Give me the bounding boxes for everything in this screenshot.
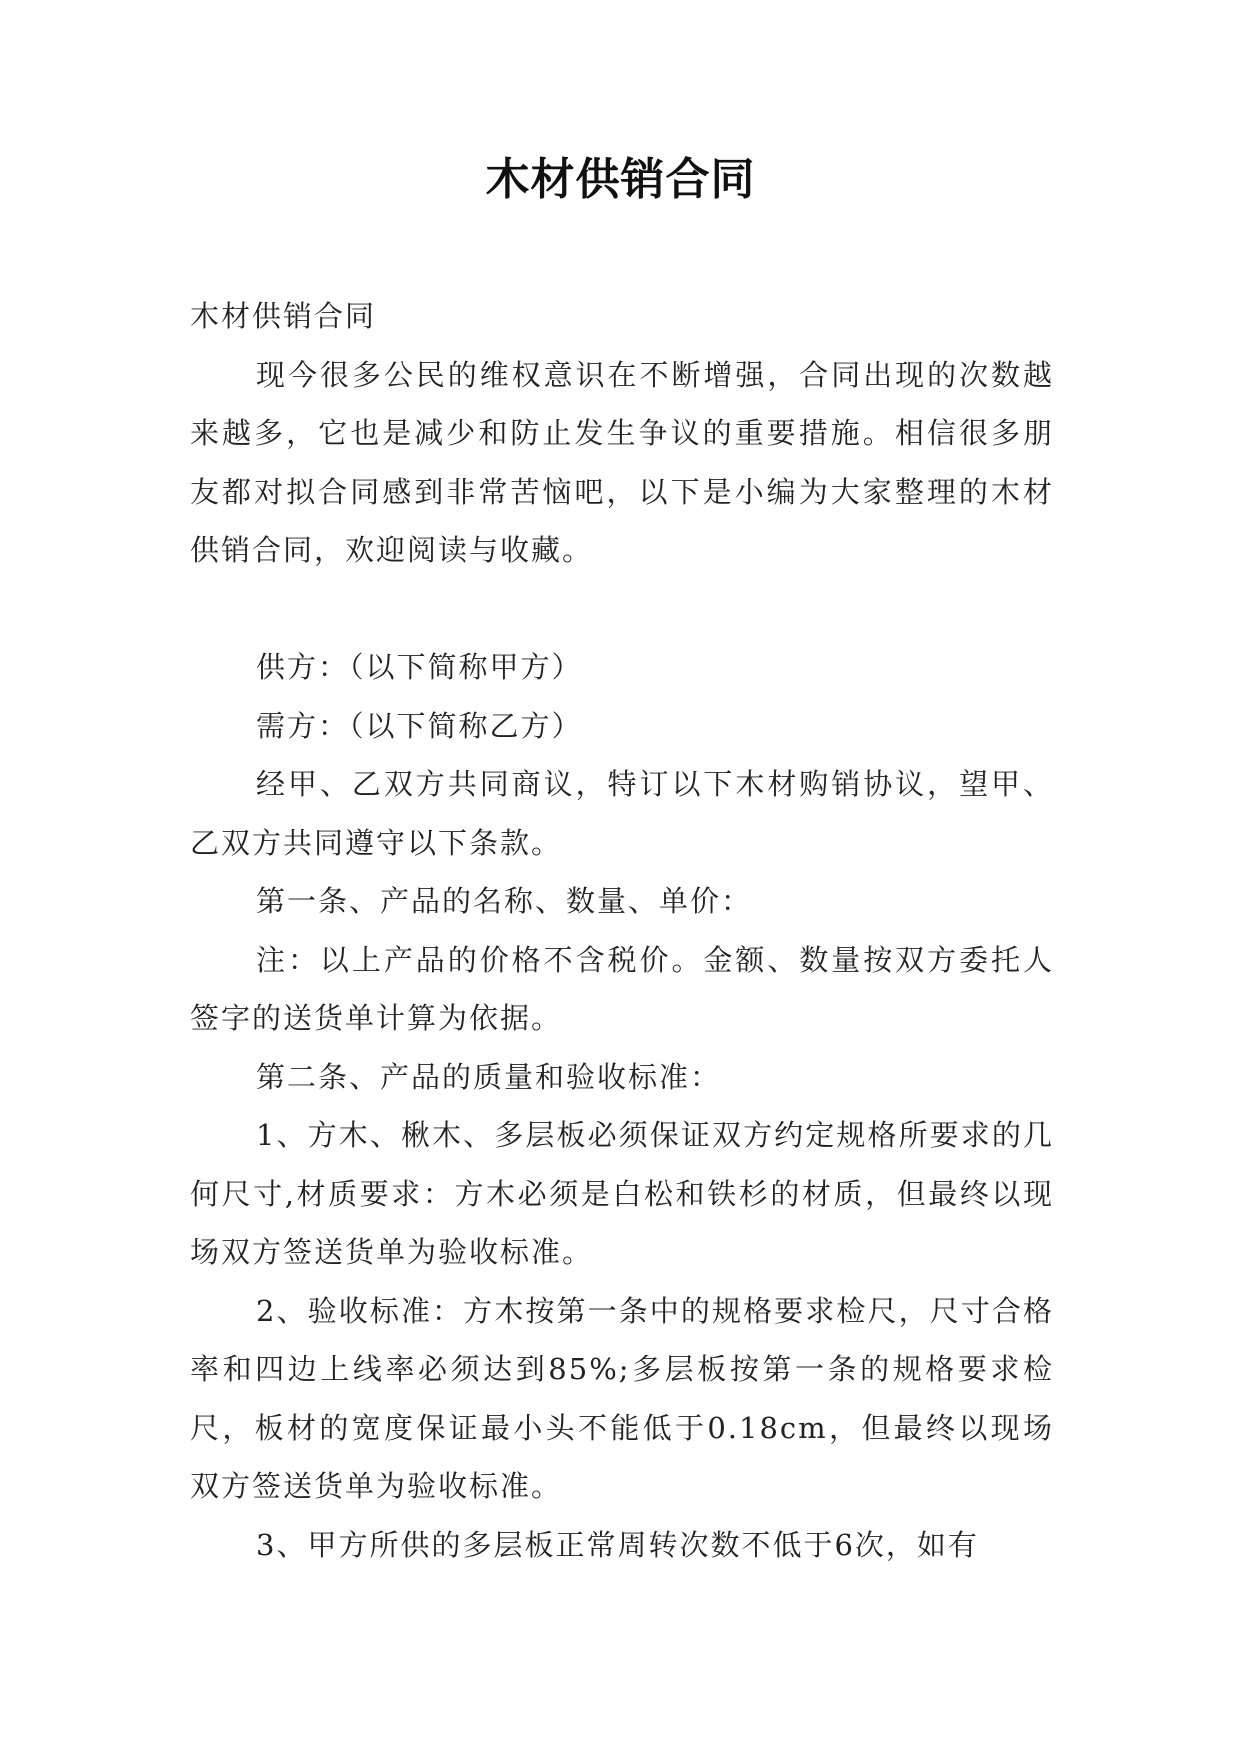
intro-paragraph: 现今很多公民的维权意识在不断增强，合同出现的次数越来越多，它也是减少和防止发生争议的重要措施。相信很多朋友都对拟合同感到非常苦恼吧，以下是小编为大家整理的木材供销合同，欢迎阅读与收藏。: [190, 357, 1054, 567]
clause-1-paragraph: 1、方木、楸木、多层板必须保证双方约定规格所要求的几何尺寸,材质要求：方木必须是白松和铁杉的材质，但最终以现场双方签送货单为验收标准。: [190, 1118, 1054, 1269]
buyer-line: 需方：（以下简称乙方）: [256, 708, 583, 743]
doc-subtitle-paragraph: 木材供销合同: [190, 299, 377, 333]
clause-2-paragraph: 2、验收标准：方木按第一条中的规格要求检尺，尺寸合格率和四边上线率必须达到85%;多层板按第一条的规格要求检尺，板材的宽度保证最小头不能低于0.18cm，但最终以现场双方签送货单为验收标准。: [190, 1293, 1054, 1503]
supplier-line: 供方：（以下简称甲方）: [256, 650, 583, 684]
note-paragraph: 注：以上产品的价格不含税价。金额、数量按双方委托人签字的送货单计算为依据。: [190, 942, 1054, 1035]
page-title: 木材供销合同: [485, 154, 756, 205]
article-1-heading: 第一条、产品的名称、数量、单价：: [256, 884, 753, 918]
clause-3-paragraph: 3、甲方所供的多层板正常周转次数不低于6次，如有: [256, 1527, 979, 1562]
agreement-paragraph: 经甲、乙双方共同商议，特订以下木材购销协议，望甲、乙双方共同遵守以下条款。: [190, 767, 1054, 860]
article-2-heading: 第二条、产品的质量和验收标准：: [256, 1059, 722, 1094]
document-body: [190, 287, 1054, 1574]
paragraph-gap: [190, 580, 1054, 639]
